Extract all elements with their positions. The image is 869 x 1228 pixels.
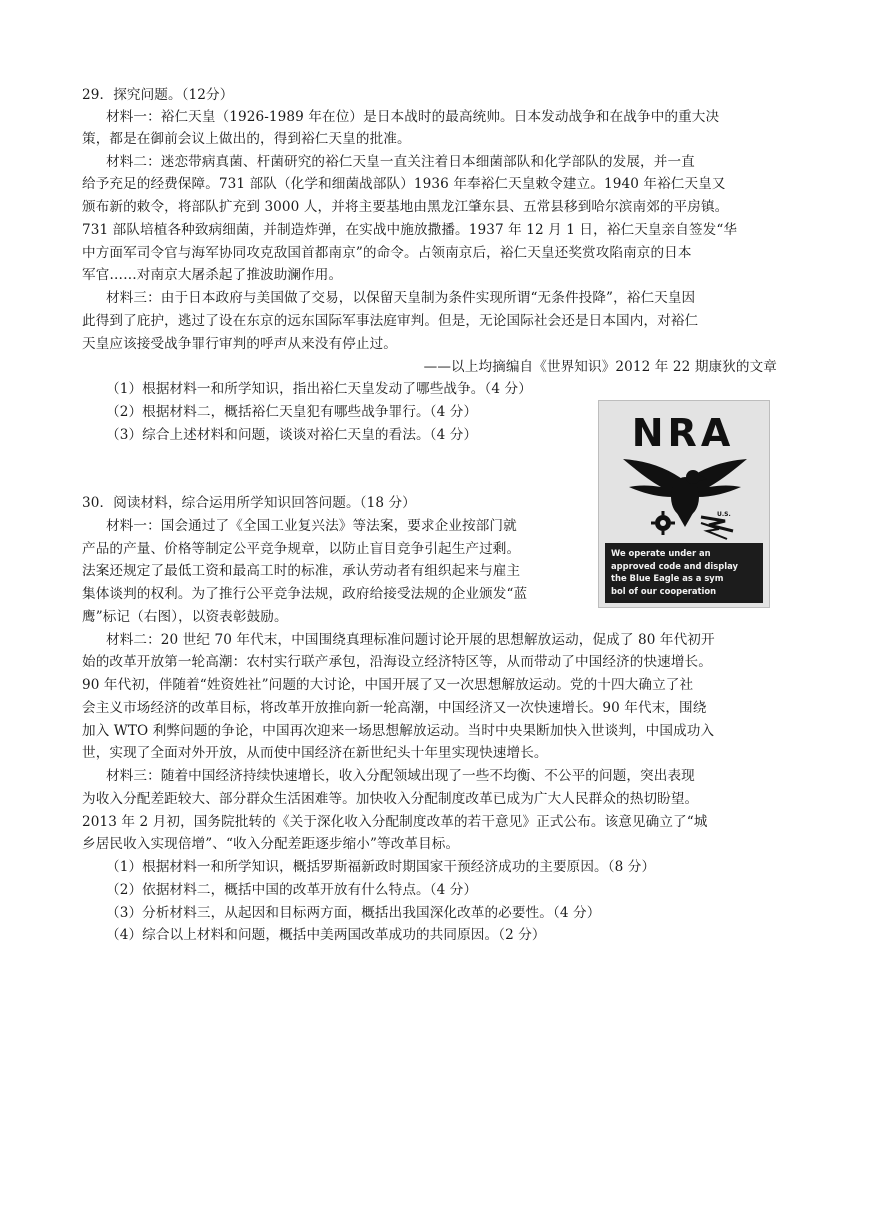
q29-material-2: 材料二：迷恋带病真菌、杆菌研究的裕仁天皇一直关注着日本细菌部队和化学部队的发展，并一直 bbox=[106, 154, 695, 170]
q30-material-1-cont: 集体谈判的权利。为了推行公平竞争法规，政府给接受法规的企业颁发“蓝 bbox=[82, 586, 528, 602]
question-29-heading: 29．探究问题。（12分） bbox=[82, 87, 234, 103]
q29-material-2-cont: 军官……对南京大屠杀起了推波助澜作用。 bbox=[82, 267, 343, 283]
q29-sub-question-2: （2）根据材料二，概括裕仁天皇犯有哪些战争罪行。（4 分） bbox=[106, 404, 478, 420]
poster-caption-line: approved code and display bbox=[611, 560, 738, 571]
q29-sub-question-3: （3）综合上述材料和问题，谈谈对裕仁天皇的看法。（4 分） bbox=[106, 427, 478, 443]
q29-material-2-cont: 731 部队培植各种致病细菌，并制造炸弹，在实战中施放撒播。1937 年 12 月 1 日，裕仁天皇亲自签发“华 bbox=[82, 222, 738, 238]
q30-material-2-cont: 始的改革开放第一轮高潮：农村实行联产承包，沿海设立经济特区等，从而带动了中国经济的快速增长。 bbox=[82, 654, 712, 670]
q30-material-2-cont: 会主义市场经济的改革目标，将改革开放推向新一轮高潮，中国经济又一次快速增长。90 年代末，围绕 bbox=[82, 700, 707, 716]
q30-sub-question-3: （3）分析材料三，从起因和目标两方面，概括出我国深化改革的必要性。（4 分） bbox=[106, 905, 601, 921]
eagle-icon bbox=[617, 451, 753, 543]
q30-material-3: 材料三：随着中国经济持续快速增长，收入分配领域出现了一些不均衡、不公平的问题，突出表现 bbox=[106, 768, 695, 784]
q30-material-2-cont: 世，实现了全面对外开放，从而使中国经济在新世纪头十年里实现快速增长。 bbox=[82, 745, 548, 761]
q30-material-1-cont: 产品的产量、价格等制定公平竞争规章，以防止盲目竞争引起生产过剩。 bbox=[82, 541, 521, 557]
q29-material-2-cont: 中方面军司令官与海军协同攻克敌国首都南京”的命令。占领南京后，裕仁天皇还奖赏攻陷南京的日本 bbox=[82, 245, 692, 261]
q30-material-3-cont: 2013 年 2 月初，国务院批转的《关于深化收入分配制度改革的若干意见》正式公布。该意见确立了“城 bbox=[82, 814, 708, 830]
q29-sub-question-1: （1）根据材料一和所学知识，指出裕仁天皇发动了哪些战争。（4 分） bbox=[106, 381, 532, 397]
q29-material-3-cont: 天皇应该接受战争罪行审判的呼声从来没有停止过。 bbox=[82, 336, 397, 352]
poster-caption-line: bol of our cooperation bbox=[611, 585, 717, 596]
q30-material-3-cont: 为收入分配差距较大、部分群众生活困难等。加快收入分配制度改革已成为广大人民群众的热切盼望。 bbox=[82, 791, 699, 807]
q30-material-2-cont: 加入 WTO 利弊问题的争论，中国再次迎来一场思想解放运动。当时中央果断加快入世谈判，中国成功入 bbox=[82, 723, 715, 739]
q30-material-2: 材料二：20 世纪 70 年代末，中国围绕真理标准问题讨论开展的思想解放运动，促成了 80 年代初开 bbox=[106, 632, 715, 648]
q29-source-citation: ——以上均摘编自《世界知识》2012 年 22 期康狄的文章 bbox=[423, 359, 777, 375]
q29-material-3: 材料三：由于日本政府与美国做了交易，以保留天皇制为条件实现所谓“无条件投降”，裕仁天皇因 bbox=[106, 290, 696, 306]
q29-material-1-cont: 策，都是在御前会议上做出的，得到裕仁天皇的批准。 bbox=[82, 131, 411, 147]
q30-material-1: 材料一：国会通过了《全国工业复兴法》等法案，要求企业按部门就 bbox=[106, 518, 517, 534]
q30-material-2-cont: 90 年代初，伴随着“姓资姓社”问题的大讨论，中国开展了又一次思想解放运动。党的十四大确立了社 bbox=[82, 677, 694, 693]
q30-sub-question-2: （2）依据材料二，概括中国的改革开放有什么特点。（4 分） bbox=[106, 882, 478, 898]
poster-caption-band bbox=[605, 543, 763, 603]
q30-material-1-cont: 鹰”标记（右图），以资表彰鼓励。 bbox=[82, 609, 288, 625]
q30-sub-question-4: （4）综合以上材料和问题，概括中美两国改革成功的共同原因。（2 分） bbox=[106, 927, 546, 943]
poster-us-mark: U.S. bbox=[717, 511, 731, 518]
poster-title: NRA bbox=[631, 411, 735, 455]
q29-material-3-cont: 此得到了庇护，逃过了设在东京的远东国际军事法庭审判。但是，无论国际社会还是日本国内，对裕仁 bbox=[82, 313, 699, 329]
q29-material-2-cont: 颁布新的敕令，将部队扩充到 3000 人，并将主要基地由黑龙江肇东县、五常县移到哈尔滨南郊的平房镇。 bbox=[82, 199, 729, 215]
q29-material-2-cont: 给予充足的经费保障。731 部队（化学和细菌战部队）1936 年奉裕仁天皇敕令建立。1940 年裕仁天皇又 bbox=[82, 176, 726, 192]
poster-caption-line: the Blue Eagle as a sym bbox=[611, 573, 724, 583]
nra-blue-eagle-poster bbox=[598, 400, 770, 608]
question-30-heading: 30．阅读材料，综合运用所学知识回答问题。（18 分） bbox=[82, 495, 416, 511]
poster-caption-line: We operate under an bbox=[611, 548, 711, 558]
q30-sub-question-1: （1）根据材料一和所学知识，概括罗斯福新政时期国家干预经济成功的主要原因。（8 分） bbox=[106, 859, 656, 875]
q29-material-1: 材料一：裕仁天皇（1926-1989 年在位）是日本战时的最高统帅。日本发动战争和在战争中的重大决 bbox=[106, 109, 720, 125]
q30-material-3-cont: 乡居民收入实现倍增”、“收入分配差距逐步缩小”等改革目标。 bbox=[82, 836, 460, 852]
q30-material-1-cont: 法案还规定了最低工资和最高工时的标准，承认劳动者有组织起来与雇主 bbox=[82, 563, 521, 579]
